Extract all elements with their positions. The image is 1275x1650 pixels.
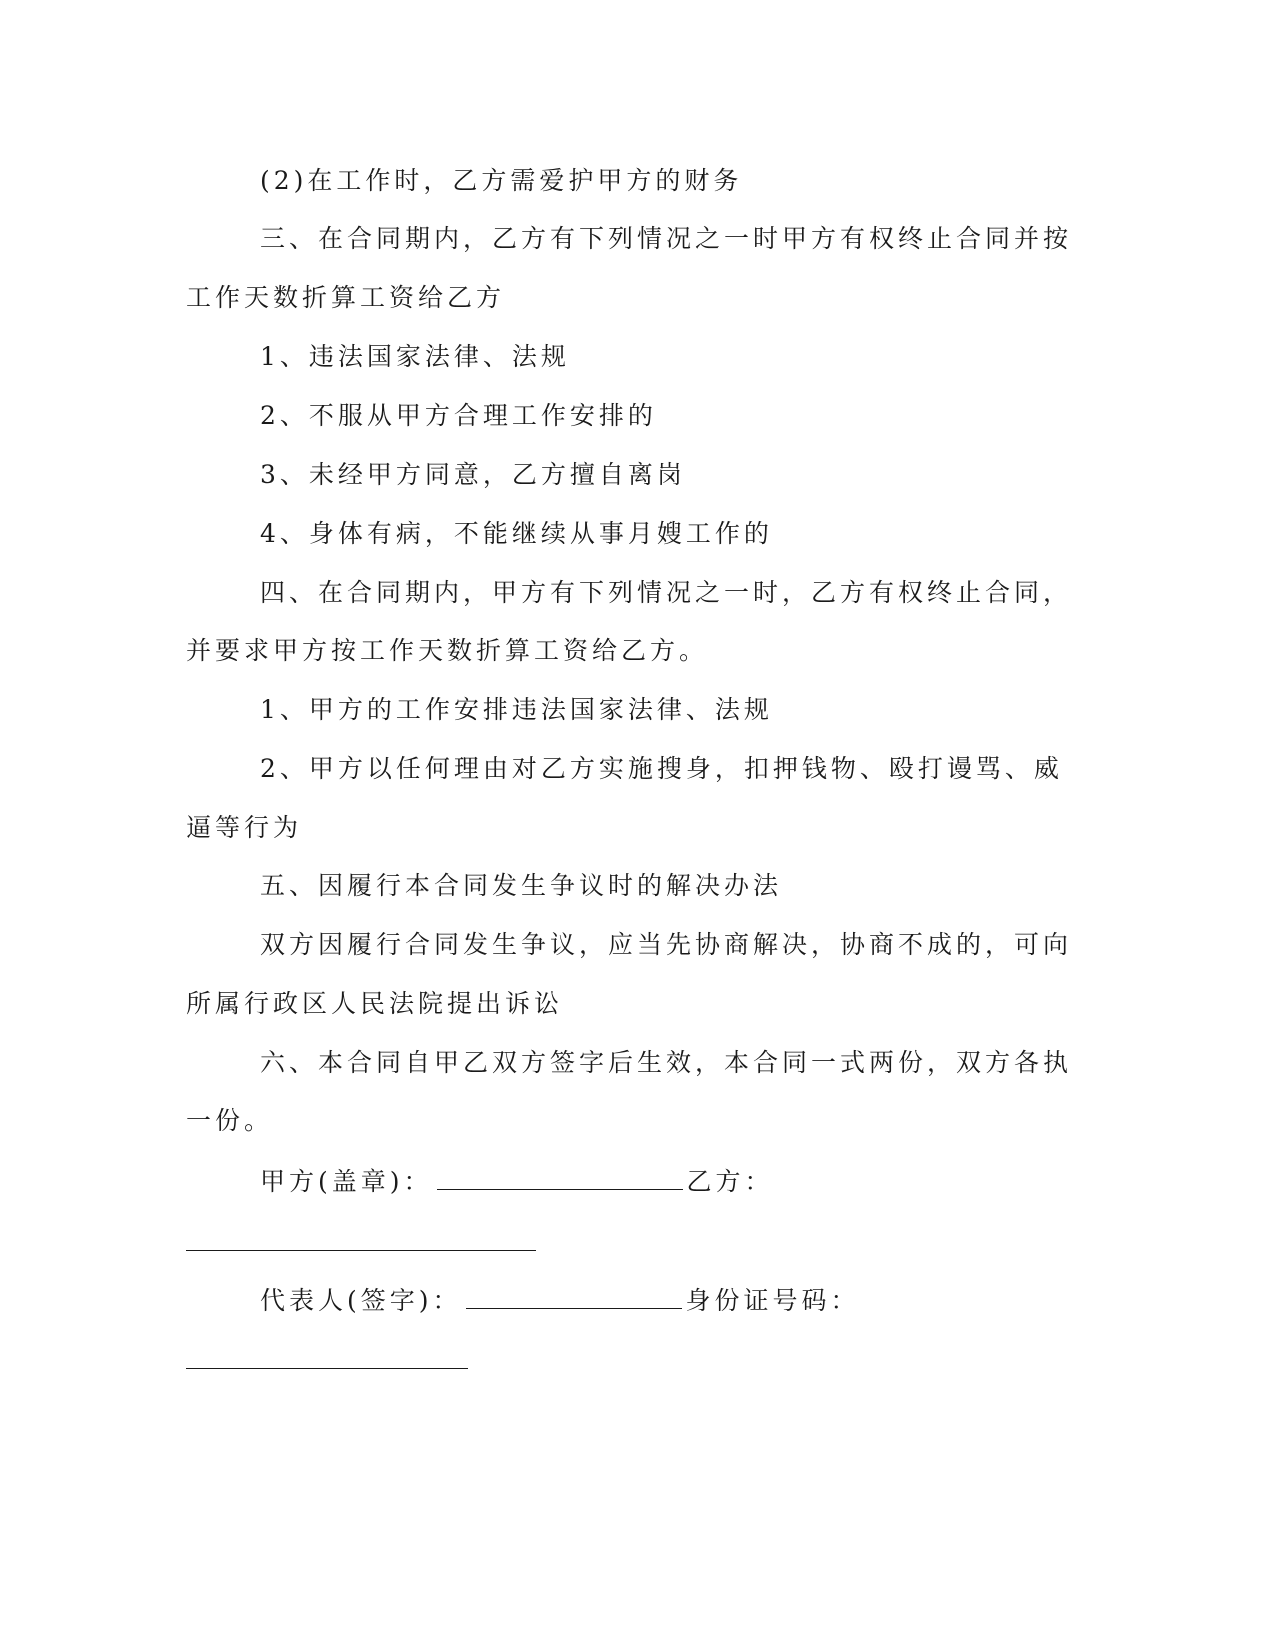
- section-3-item-4: 4、身体有病，不能继续从事月嫂工作的: [260, 519, 773, 548]
- section-4-item-2-cont: 逼等行为: [186, 813, 303, 842]
- representative-label: 代表人(签字)：: [260, 1286, 462, 1315]
- party-b-blank[interactable]: [186, 1250, 536, 1251]
- section-6-body: 六、本合同自甲乙双方签字后生效，本合同一式两份，双方各执: [260, 1048, 1073, 1077]
- section-3-item-1: 1、违法国家法律、法规: [260, 342, 570, 371]
- section-3-heading-cont: 工作天数折算工资给乙方: [186, 283, 506, 312]
- party-a-blank[interactable]: [437, 1163, 683, 1190]
- signature-line-representative: [260, 1282, 860, 1318]
- signature-line-parties: [260, 1163, 774, 1199]
- id-number-label: 身份证号码：: [685, 1286, 860, 1315]
- section-5-body-cont: 所属行政区人民法院提出诉讼: [186, 989, 564, 1018]
- section-4-item-2: 2、甲方以任何理由对乙方实施搜身，扣押钱物、殴打谩骂、威: [260, 754, 1063, 783]
- section-6-body-cont: 一份。: [186, 1106, 274, 1135]
- section-5-body: 双方因履行合同发生争议，应当先协商解决，协商不成的，可向: [260, 930, 1073, 959]
- id-number-blank[interactable]: [186, 1368, 468, 1369]
- party-a-label: 甲方(盖章)：: [260, 1167, 433, 1196]
- representative-blank[interactable]: [466, 1282, 682, 1309]
- section-3-item-2: 2、不服从甲方合理工作安排的: [260, 401, 657, 430]
- section-4-heading-cont: 并要求甲方按工作天数折算工资给乙方。: [186, 636, 709, 665]
- section-4-item-1: 1、甲方的工作安排违法国家法律、法规: [260, 695, 773, 724]
- section-3-item-3: 3、未经甲方同意，乙方擅自离岗: [260, 460, 686, 489]
- section-5-heading: 五、因履行本合同发生争议时的解决办法: [260, 871, 783, 900]
- section-3-heading: 三、在合同期内，乙方有下列情况之一时甲方有权终止合同并按: [260, 224, 1073, 253]
- clause-2-2: (2)在工作时，乙方需爱护甲方的财务: [260, 166, 743, 195]
- party-b-label: 乙方：: [686, 1167, 774, 1196]
- section-4-heading: 四、在合同期内，甲方有下列情况之一时，乙方有权终止合同，: [260, 578, 1073, 607]
